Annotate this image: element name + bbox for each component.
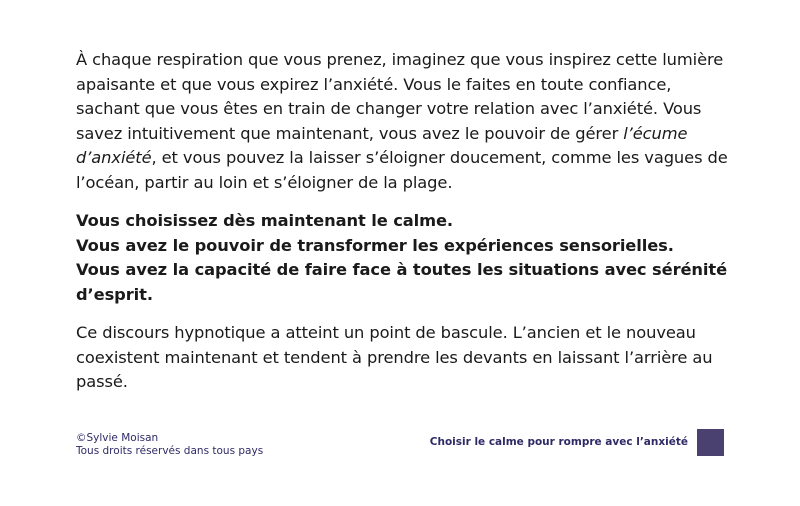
body-paragraph-1 bbox=[76, 48, 736, 195]
affirmation-line: Vous avez le pouvoir de transformer les expériences sensorielles. bbox=[76, 235, 674, 255]
affirmations-block bbox=[76, 209, 736, 307]
footer-accent-square bbox=[697, 429, 724, 456]
body-paragraph-3: Ce discours hypnotique a atteint un point de bascule. L’ancien et le nouveau coexistent maintenant et tendent à prendre les devants en laissant l’arrière au passé. bbox=[76, 323, 713, 391]
affirmation-line: Vous avez la capacité de faire face à toutes les situations avec sérénité d’esprit. bbox=[76, 260, 728, 304]
paragraph-text-start: À chaque respiration que vous prenez, imaginez que vous inspirez cette lumière apaisante et que vous expirez l’anxiété. Vous le faites en toute confiance, sachant que vous êtes en train de changer votre relation avec l’anxiété. Vous savez intuitivement que maintenant, vous avez le pouvoir de gérer bbox=[76, 50, 724, 143]
footer-book-title: Choisir le calme pour rompre avec l’anxiété bbox=[429, 436, 688, 448]
paragraph-italic-term: l’écume d’anxiété bbox=[76, 123, 688, 167]
page-body bbox=[76, 48, 736, 395]
footer-copyright bbox=[76, 432, 263, 457]
rights-line: Tous droits réservés dans tous pays bbox=[76, 444, 264, 457]
affirmation-line: Vous choisissez dès maintenant le calme. bbox=[76, 211, 454, 230]
copyright-line: ©Sylvie Moisan bbox=[76, 432, 159, 444]
paragraph-text-end: , et vous pouvez la laisser s’éloigner doucement, comme les vagues de l’océan, partir au loin et s’éloigner de la plage. bbox=[76, 148, 728, 192]
